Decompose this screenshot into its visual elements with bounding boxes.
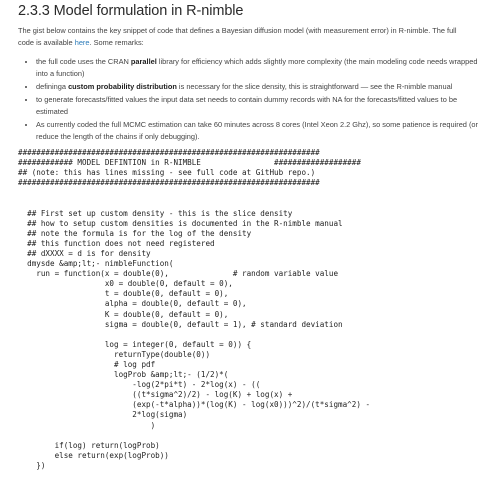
remark-item — [36, 94, 481, 118]
code-line: ## note the formula is for the log of the density — [18, 228, 252, 238]
remark-text: is necessary for the slice density, this is straightforward — see the R-nimble manual — [176, 82, 453, 91]
remark-bold: custom probability distribution — [68, 82, 177, 91]
code-line: ## this function does not need registered — [18, 238, 215, 248]
code-line: 2*log(sigma) — [18, 410, 188, 420]
code-line: alpha = double(0, default = 0), — [18, 299, 247, 309]
code-line: x0 = double(0, default = 0), — [18, 279, 233, 289]
code-line: # log pdf — [18, 359, 156, 369]
code-line — [18, 330, 473, 340]
code-block[interactable] — [18, 148, 473, 493]
code-line — [18, 431, 473, 441]
remarks-list — [18, 56, 481, 144]
remark-text: As currently coded the full MCMC estimation can take 60 minutes across 8 cores (Intel Xeon 2.2 Ghz), so some patience is required (or reduce the length of the chains if only debugging). — [36, 120, 478, 141]
code-line: ## First set up custom density - this is the slice density — [18, 208, 293, 218]
code-line: sigma = double(0, default = 1), # standard deviation — [18, 319, 343, 329]
code-line: ## dXXXX = d is for density — [18, 248, 151, 258]
code-line: ################################################################## — [18, 178, 320, 188]
intro-text-end: . Some remarks: — [89, 38, 144, 47]
remark-text: to generate forecasts/fitted values the input data set needs to contain dummy records with NA for the forecasts/fitted values to be estimated — [36, 95, 458, 116]
code-line: ################################################################## — [18, 148, 320, 157]
code-line: else return(exp(logProb)) — [18, 450, 169, 460]
remark-item — [36, 56, 481, 80]
code-line: log = integer(0, default = 0)) { — [18, 339, 252, 349]
code-line: run = function(x = double(0), # random variable value — [18, 269, 339, 279]
code-line: ) — [18, 420, 156, 430]
remark-text: defininga — [36, 82, 69, 91]
section-title: 2.3.3 Model formulation in R-nimble — [18, 3, 244, 19]
full-code-link[interactable]: here — [74, 38, 90, 47]
remark-bold: parallel — [130, 57, 157, 66]
code-line: if(log) return(logProb) — [18, 440, 160, 450]
code-line: }) — [18, 460, 46, 470]
code-line: dmysde &amp;lt;- nimbleFunction( — [18, 259, 174, 269]
code-line: ((t*sigma^2)/2) - log(K) + log(x) + — [18, 390, 293, 400]
remark-item — [36, 119, 481, 143]
intro-paragraph — [18, 25, 468, 49]
intro-text: The gist below contains the key snippet of code that defines a Bayesian diffusion model (with measurement error) in R-nimble. The full code is available — [18, 26, 457, 47]
code-line: ## how to setup custom densities is documented in the R-nimble manual — [18, 218, 343, 228]
code-line: ## (note: this has lines missing - see full code at GitHub repo.) — [18, 168, 316, 178]
code-line: K = double(0, default = 0), — [18, 309, 229, 319]
code-line: (exp(-t*alpha))*(log(K) - log(x0)))^2)/(t*sigma^2) - — [18, 400, 371, 410]
code-line: logProb &amp;lt;- (1/2)*( — [18, 370, 229, 380]
remark-text: the full code uses the CRAN — [36, 57, 131, 66]
code-line: returnType(double(0)) — [18, 349, 211, 359]
remark-text: library for efficiency which adds slightly more complexity (the main modeling code needs wrapped into a function) — [36, 57, 478, 78]
code-line — [18, 198, 473, 208]
code-line: ############ MODEL DEFINTION in R-NIMBLE ################### — [18, 158, 361, 168]
code-line: -log(2*pi*t) - 2*log(x) - (( — [18, 380, 261, 390]
remark-item — [36, 81, 481, 93]
code-line: t = double(0, default = 0), — [18, 289, 229, 299]
code-line — [18, 188, 473, 198]
